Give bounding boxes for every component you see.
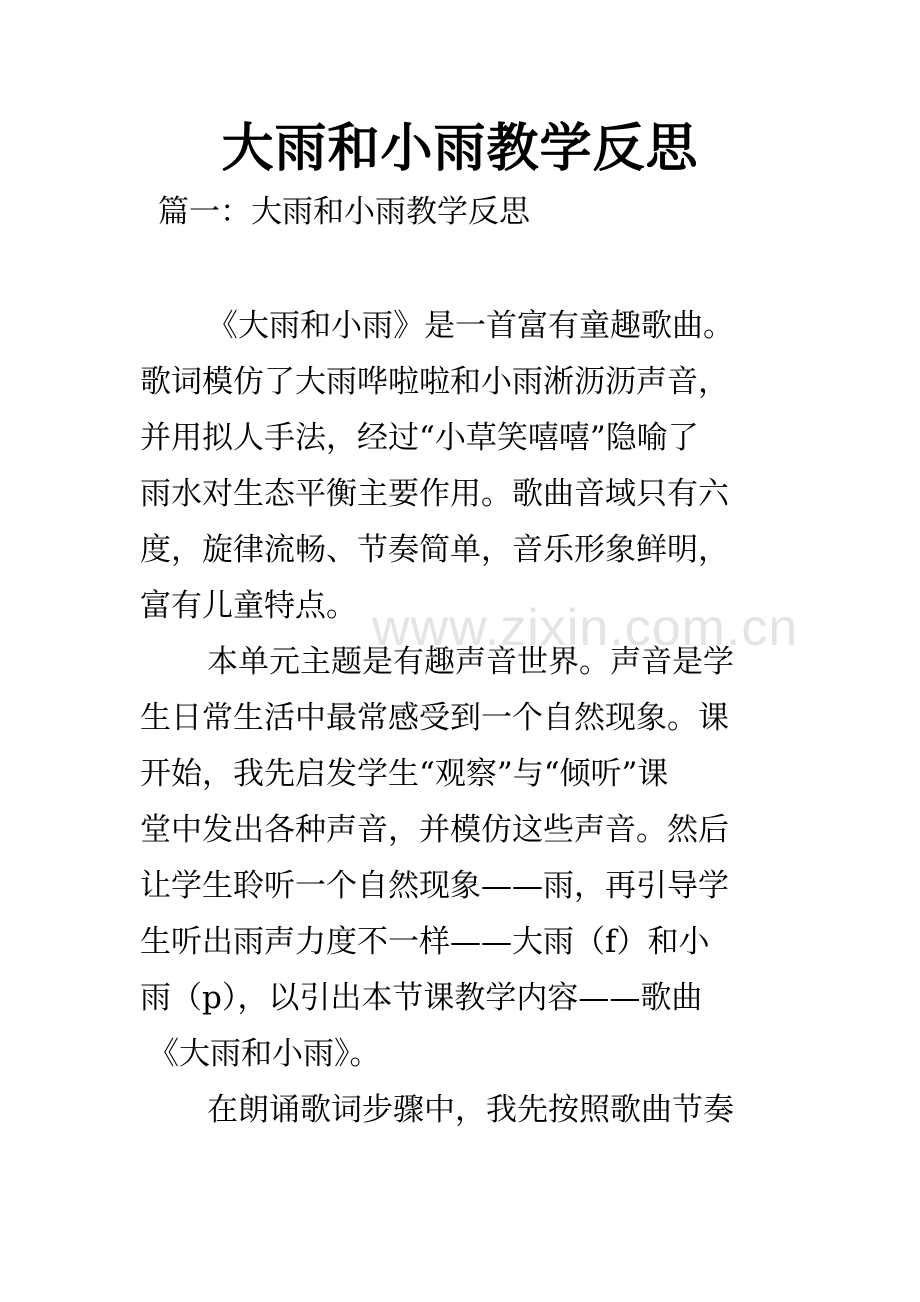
paragraph-line: 雨水对生态平衡主要作用。歌曲音域只有六 <box>140 476 729 512</box>
watermark: www.zixin.com.cn <box>372 599 799 657</box>
paragraph-line: 《大雨和小雨》是一首富有童趣歌曲。 <box>207 308 734 344</box>
paragraph-line: 生日常生活中最常感受到一个自然现象。课 <box>140 700 729 736</box>
page-title: 大雨和小雨教学反思 <box>221 118 699 179</box>
paragraph-line: 度，旋律流畅、节奏简单，音乐形象鲜明， <box>140 532 729 568</box>
section-heading: 篇一：大雨和小雨教学反思 <box>158 194 530 230</box>
paragraph-line: 歌词模仿了大雨哗啦啦和小雨淅沥沥声音， <box>140 364 729 400</box>
paragraph-line: 堂中发出各种声音，并模仿这些声音。然后 <box>140 812 729 848</box>
paragraph-line: 生听出雨声力度不一样——大雨（f）和小 <box>140 924 710 960</box>
paragraph-line: 开始，我先启发学生“观察”与“倾听”课 <box>140 756 669 792</box>
paragraph-line: 让学生聆听一个自然现象——雨，再引导学 <box>140 868 729 904</box>
paragraph-line: 在朗诵歌词步骤中，我先按照歌曲节奏 <box>207 1092 734 1128</box>
paragraph-line: 本单元主题是有趣声音世界。声音是学 <box>207 644 734 680</box>
paragraph-line: 《大雨和小雨》。 <box>148 1036 381 1072</box>
paragraph-line: 富有儿童特点。 <box>140 588 357 624</box>
paragraph-line: 并用拟人手法，经过“小草笑嘻嘻”隐喻了 <box>140 420 699 456</box>
paragraph-line: 雨（p），以引出本节课教学内容——歌曲 <box>140 980 703 1016</box>
